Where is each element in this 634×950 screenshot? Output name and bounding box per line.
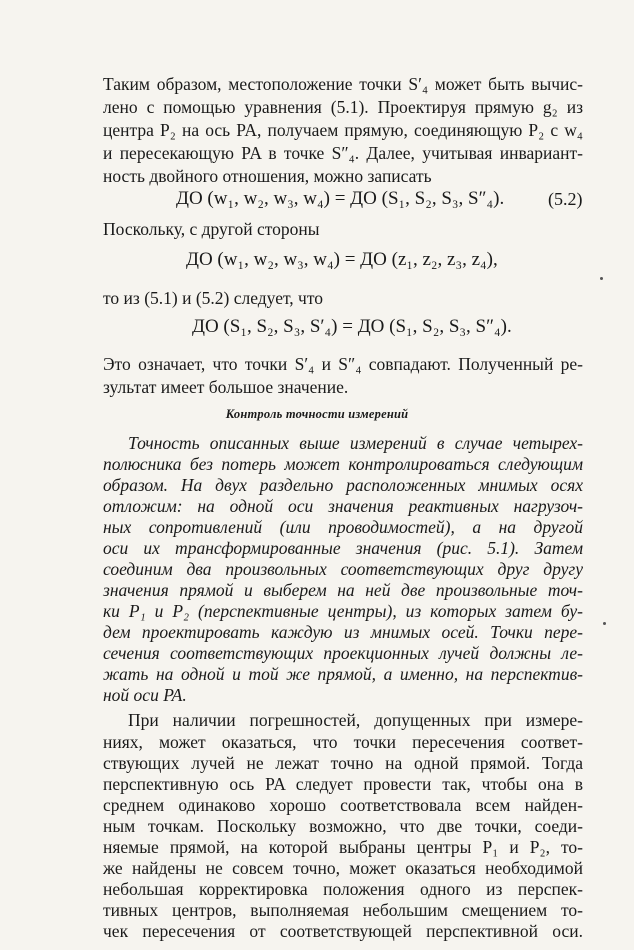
- print-speck: [600, 277, 603, 280]
- p5-line: ствующих лучей не лежат точно на одной прямой. Тогда: [103, 753, 583, 773]
- p5-line: При наличии погрешностей, допущенных при измере-: [128, 710, 583, 730]
- italic-line: полюсника без потерь может контролироваться следующим: [103, 454, 583, 474]
- italic-line: ки P₁ и P₂ (перспективные центры), из которых затем бу-: [103, 601, 583, 621]
- italic-line: Точность описанных выше измерений в случае четырех-: [128, 433, 583, 453]
- italic-line: ной оси PA.: [103, 685, 187, 705]
- equation-5-2: ДО (w₁, w₂, w₃, w₄) = ДО (S₁, S₂, S₃, S″₄).: [176, 188, 505, 209]
- equation-number: (5.2): [548, 189, 583, 209]
- equation-unnumbered-2: ДО (S₁, S₂, S₃, S′₄) = ДО (S₁, S₂, S₃, S″₄).: [192, 316, 512, 337]
- p4-line: зультат имеет большое значение.: [103, 377, 349, 397]
- print-speck: [603, 622, 606, 625]
- p5-line: ниях, может оказаться, что точки пересечения соответ-: [103, 732, 583, 752]
- p5-line: няемые прямой, на которой выбраны центры P₁ и P₂, то-: [103, 837, 583, 857]
- italic-line: отложим: на одной оси значения реактивных нагрузоч-: [103, 496, 583, 516]
- p3-line: то из (5.1) и (5.2) следует, что: [103, 288, 324, 308]
- p5-line: перспективную ось PA следует провести так, чтобы она в: [103, 774, 583, 794]
- italic-line: жать на одной и той же прямой, а именно, на перспектив-: [103, 664, 583, 684]
- p5-line: среднем одинаково хорошо соответствовала всем найден-: [103, 795, 583, 815]
- p5-line: небольшая корректировка положения одного из перспек-: [103, 879, 583, 899]
- italic-line: соединим два произвольных соответствующих друг другу: [103, 559, 583, 579]
- p1-line: Таким образом, местоположение точки S′₄ может быть вычис-: [103, 74, 583, 94]
- p4-line: Это означает, что точки S′₄ и S″₄ совпадают. Полученный ре-: [103, 354, 583, 374]
- italic-line: значения прямой и выберем на ней две произвольные точ-: [103, 580, 583, 600]
- p5-line: ным точкам. Поскольку возможно, что две точки, соеди-: [103, 816, 583, 836]
- p1-line: ность двойного отношения, можно записать: [103, 166, 432, 186]
- p5-line: же найдены не совсем точно, может оказаться необходимой: [103, 858, 583, 878]
- italic-line: дем проектировать каждую из мнимых осей. Точки пере-: [103, 622, 583, 642]
- p1-line: лено с помощью уравнения (5.1). Проектируя прямую g₂ из: [103, 97, 583, 117]
- p5-line: тивных центров, выполняемая небольшим смещением то-: [103, 900, 583, 920]
- italic-line: сечения соответствующих проекционных лучей должны ле-: [103, 643, 583, 663]
- p2-line: Поскольку, с другой стороны: [103, 219, 320, 239]
- p5-line: чек пересечения от соответствующей перспективной оси.: [103, 921, 583, 941]
- italic-line: образом. На двух раздельно расположенных мнимых осях: [103, 475, 583, 495]
- equation-unnumbered-1: ДО (w₁, w₂, w₃, w₄) = ДО (z₁, z₂, z₃, z₄),: [186, 249, 498, 270]
- p1-line: центра P₂ на ось PA, получаем прямую, соединяющую P₂ с w₄: [103, 120, 583, 140]
- p1-line: и пересекающую PA в точке S″₄. Далее, учитывая инвариант-: [103, 143, 583, 163]
- section-heading: Контроль точности измерений: [225, 407, 409, 421]
- italic-line: оси их трансформированные значения (рис. 5.1). Затем: [103, 538, 583, 558]
- italic-line: ных сопротивлений (или проводимостей), а на другой: [103, 517, 583, 537]
